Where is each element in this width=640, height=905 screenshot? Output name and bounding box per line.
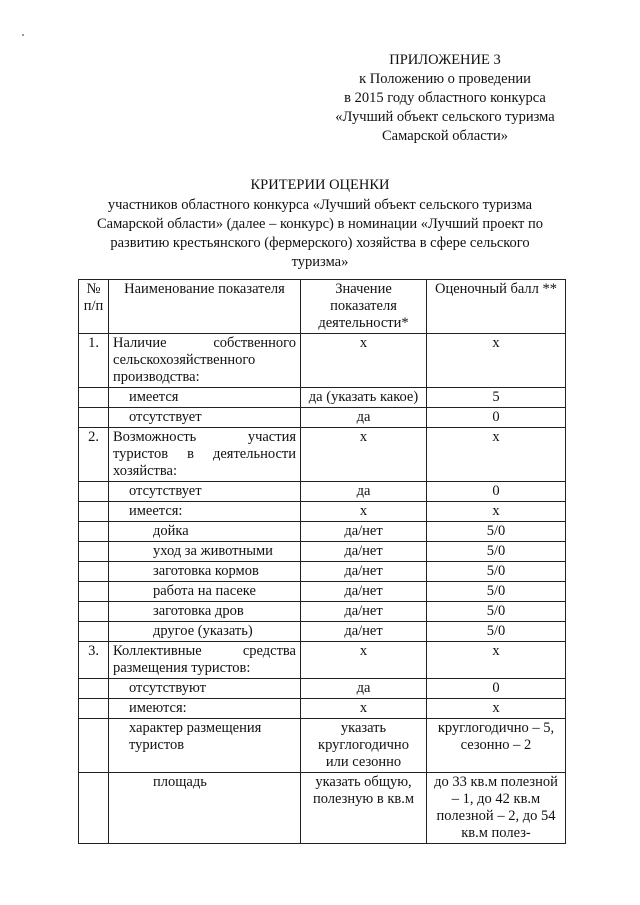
criteria-table	[78, 279, 566, 844]
row-num	[79, 582, 109, 602]
row-value: да/нет	[301, 602, 427, 622]
table-row	[79, 602, 566, 622]
row-num	[79, 622, 109, 642]
row-value: да	[301, 408, 427, 428]
row-name: имеются:	[109, 699, 301, 719]
appendix-line: к Положению о проведении	[359, 71, 531, 87]
header-name: Наименование показателя	[109, 280, 301, 334]
scan-mark	[22, 34, 24, 36]
row-value: да	[301, 482, 427, 502]
row-value: да (указать какое)	[301, 388, 427, 408]
row-score: 5/0	[427, 522, 566, 542]
row-score: 0	[427, 482, 566, 502]
row-name: имеется:	[109, 502, 301, 522]
row-value: х	[301, 502, 427, 522]
row-num	[79, 502, 109, 522]
header-value: Значение показателя деятельности*	[301, 280, 427, 334]
row-value: да	[301, 679, 427, 699]
appendix-line: в 2015 году областного конкурса	[344, 90, 546, 106]
table-row	[79, 679, 566, 699]
row-num	[79, 542, 109, 562]
row-score: 5/0	[427, 602, 566, 622]
row-num	[79, 699, 109, 719]
appendix-block	[300, 51, 590, 146]
table-row	[79, 408, 566, 428]
row-name: уход за животными	[109, 542, 301, 562]
row-num	[79, 482, 109, 502]
row-score: х	[427, 428, 566, 482]
table-header-row	[79, 280, 566, 334]
row-num: 1.	[79, 334, 109, 388]
row-value: да/нет	[301, 622, 427, 642]
row-name: имеется	[109, 388, 301, 408]
table-row	[79, 642, 566, 679]
row-num	[79, 408, 109, 428]
table-row	[79, 582, 566, 602]
row-name: Наличие собственного сельскохозяйственного производства:	[109, 334, 301, 388]
subtitle-line: туризма»	[291, 254, 349, 270]
row-value: указать круглогодично или сезонно	[301, 719, 427, 773]
row-name: Возможность участия туристов в деятельности хозяйства:	[109, 428, 301, 482]
row-value: да/нет	[301, 562, 427, 582]
row-score: 5/0	[427, 622, 566, 642]
table-row	[79, 388, 566, 408]
row-name: отсутствуют	[109, 679, 301, 699]
row-num	[79, 719, 109, 773]
row-name: заготовка кормов	[109, 562, 301, 582]
table-row	[79, 502, 566, 522]
subtitle-line: Самарской области» (далее – конкурс) в номинации «Лучший проект по	[96, 216, 544, 232]
row-score: 5	[427, 388, 566, 408]
criteria-heading	[60, 176, 580, 272]
row-value: да/нет	[301, 582, 427, 602]
row-value: х	[301, 428, 427, 482]
row-num	[79, 679, 109, 699]
row-value: х	[301, 334, 427, 388]
row-score: х	[427, 642, 566, 679]
row-score: х	[427, 334, 566, 388]
row-num	[79, 388, 109, 408]
subtitle-line: развитию крестьянского (фермерского) хозяйства в сфере сельского	[110, 235, 530, 251]
table-row	[79, 699, 566, 719]
row-value: х	[301, 699, 427, 719]
row-num	[79, 562, 109, 582]
row-score: 5/0	[427, 562, 566, 582]
row-value: да/нет	[301, 522, 427, 542]
row-value: х	[301, 642, 427, 679]
subtitle-line: участников областного конкурса «Лучший объект сельского туризма	[107, 197, 533, 213]
row-num: 3.	[79, 642, 109, 679]
table-row	[79, 542, 566, 562]
row-score: 0	[427, 679, 566, 699]
row-score: х	[427, 502, 566, 522]
row-score: 5/0	[427, 582, 566, 602]
row-score: 5/0	[427, 542, 566, 562]
document-title: КРИТЕРИИ ОЦЕНКИ	[250, 177, 390, 193]
row-name: дойка	[109, 522, 301, 542]
appendix-title: ПРИЛОЖЕНИЕ 3	[389, 52, 501, 68]
row-name: другое (указать)	[109, 622, 301, 642]
row-value: да/нет	[301, 542, 427, 562]
row-score: х	[427, 699, 566, 719]
table-row	[79, 773, 566, 844]
row-score: до 33 кв.м полезной – 1, до 42 кв.м полезной – 2, до 54 кв.м полез-	[427, 773, 566, 844]
row-name: площадь	[109, 773, 301, 844]
row-name: Коллективные средства размещения туристов:	[109, 642, 301, 679]
appendix-line: Самарской области»	[382, 128, 508, 144]
row-name: заготовка дров	[109, 602, 301, 622]
row-name: характер размещения туристов	[109, 719, 301, 773]
table-row	[79, 622, 566, 642]
table-row	[79, 482, 566, 502]
table-row	[79, 719, 566, 773]
row-num	[79, 773, 109, 844]
row-num: 2.	[79, 428, 109, 482]
header-num: № п/п	[79, 280, 109, 334]
row-name: отсутствует	[109, 482, 301, 502]
row-value: указать общую, полезную в кв.м	[301, 773, 427, 844]
table-row	[79, 522, 566, 542]
table-row	[79, 334, 566, 388]
appendix-line: «Лучший объект сельского туризма	[335, 109, 555, 125]
row-num	[79, 602, 109, 622]
row-name: работа на пасеке	[109, 582, 301, 602]
row-score: 0	[427, 408, 566, 428]
row-name: отсутствует	[109, 408, 301, 428]
row-score: круглогодично – 5, сезонно – 2	[427, 719, 566, 773]
table-row	[79, 562, 566, 582]
header-score: Оценочный балл **	[427, 280, 566, 334]
row-num	[79, 522, 109, 542]
table-row	[79, 428, 566, 482]
